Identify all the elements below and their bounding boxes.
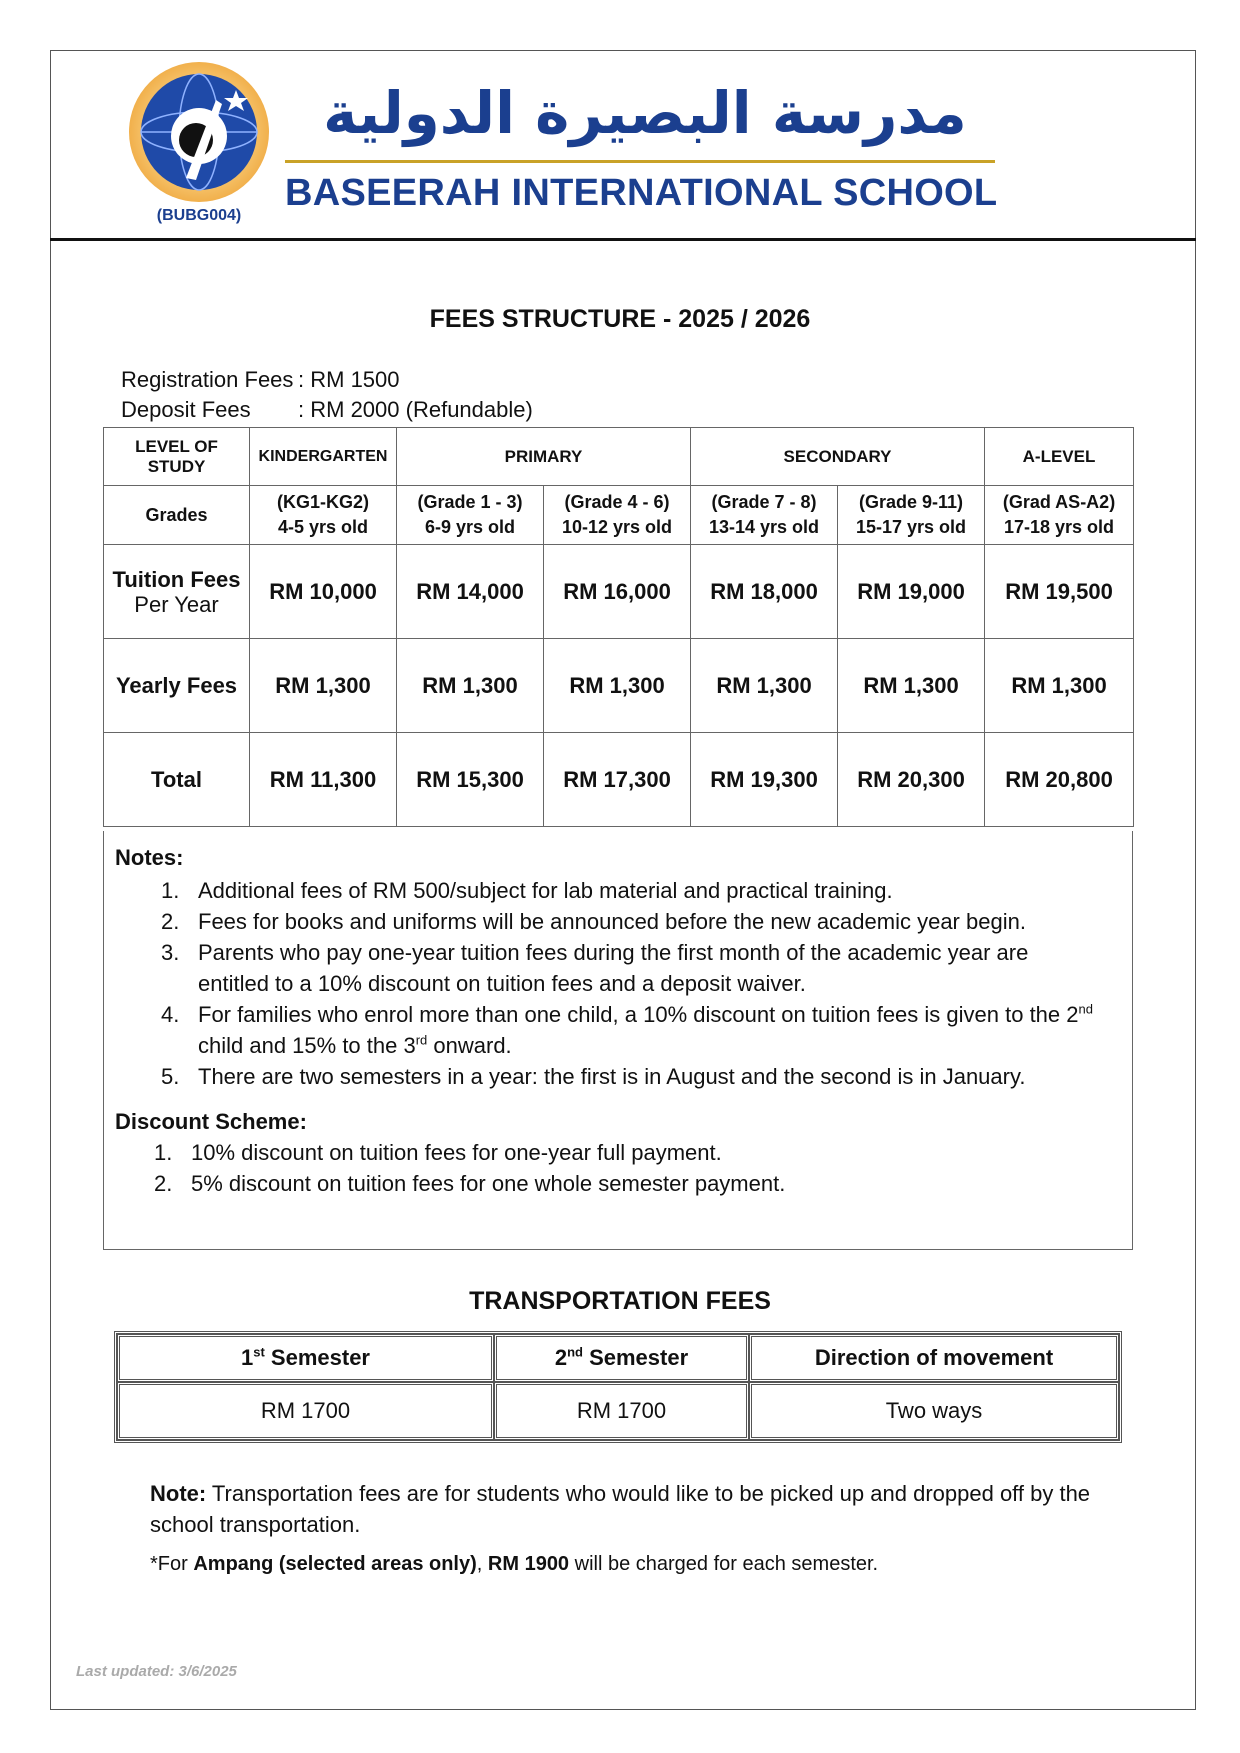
direction-value: Two ways: [749, 1382, 1119, 1440]
tuition-value: RM 19,500: [985, 545, 1134, 639]
grade-cell: [397, 486, 544, 545]
grade-range: (Grade 7 - 8): [711, 492, 817, 512]
grade-cell: [985, 486, 1134, 545]
grade-cell: [691, 486, 838, 545]
ordinal-suffix: st: [253, 1344, 265, 1360]
transport-header-row: [117, 1334, 1119, 1382]
grade-range: (Grad AS-A2): [1002, 492, 1116, 512]
note-item: [115, 875, 1115, 906]
discount-item: [115, 1168, 1115, 1199]
note-item: [115, 906, 1115, 937]
discount-item: [115, 1137, 1115, 1168]
footnote-amount: RM 1900: [487, 1553, 570, 1575]
grade-cell: [838, 486, 985, 545]
grades-row: [104, 486, 1134, 545]
note-text-a: For families who enrol more than one child, a 10% discount on tuition fees is given to the 2: [198, 1002, 1079, 1027]
grades-label: Grades: [104, 486, 250, 545]
grade-age: 13-14 yrs old: [708, 517, 820, 537]
transport-note-label: Note:: [150, 1481, 207, 1506]
discount-text: 10% discount on tuition fees for one-year full payment.: [191, 1140, 722, 1165]
grade-range: (Grade 9-11): [858, 492, 964, 512]
transport-value-row: [117, 1382, 1119, 1440]
semester-2-word: Semester: [582, 1345, 689, 1370]
grade-age: 6-9 yrs old: [424, 517, 516, 537]
total-value: RM 11,300: [250, 733, 397, 827]
semester-1-header: [117, 1334, 494, 1382]
yearly-fees-label: Yearly Fees: [104, 639, 250, 733]
direction-header: Direction of movement: [749, 1334, 1119, 1382]
discount-list: [115, 1137, 1115, 1199]
ordinal-suffix: nd: [567, 1344, 583, 1360]
grade-age: 17-18 yrs old: [1003, 517, 1115, 537]
registration-fees-label: Registration Fees: [121, 367, 294, 392]
note-text-c: onward.: [427, 1033, 512, 1058]
grade-cell: [250, 486, 397, 545]
total-value: RM 19,300: [691, 733, 838, 827]
level-a-level: A-LEVEL: [985, 428, 1134, 486]
transportation-title: TRANSPORTATION FEES: [469, 1287, 771, 1315]
note-number: 4.: [161, 1002, 180, 1027]
level-secondary: SECONDARY: [691, 428, 985, 486]
total-row: [104, 733, 1134, 827]
school-name: BASEERAH INTERNATIONAL SCHOOL: [285, 172, 998, 214]
deposit-fees-colon: :: [298, 397, 305, 422]
registration-fees-value: RM 1500: [310, 367, 400, 392]
semester-1-fee: RM 1700: [117, 1382, 494, 1440]
note-number: 2.: [161, 909, 180, 934]
discount-number: 2.: [154, 1171, 173, 1196]
note-text: There are two semesters in a year: the first is in August and the second is in January.: [198, 1064, 1026, 1089]
arabic-school-name: مدرسة البصيرة الدولية: [323, 79, 967, 147]
document-title: FEES STRUCTURE - 2025 / 2026: [429, 305, 811, 333]
note-text: Additional fees of RM 500/subject for lab material and practical training.: [198, 878, 893, 903]
grade-cell: [544, 486, 691, 545]
discount-heading: Discount Scheme:: [115, 1109, 307, 1134]
deposit-fees-value: RM 2000 (Refundable): [310, 397, 533, 422]
semester-1-number: 1: [241, 1345, 254, 1370]
grade-age: 15-17 yrs old: [855, 517, 967, 537]
note-text: Parents who pay one-year tuition fees during the first month of the academic year are entitled to a 10% discount on tuition fees and a deposit waiver.: [198, 940, 1029, 996]
gold-divider: [285, 160, 995, 163]
semester-2-number: 2: [554, 1345, 568, 1370]
semester-1-word: Semester: [264, 1345, 370, 1370]
grade-age: 10-12 yrs old: [561, 517, 673, 537]
footnote-rest: will be charged for each semester.: [569, 1553, 879, 1575]
grade-range: (KG1-KG2): [276, 492, 369, 512]
note-item: [115, 937, 1115, 999]
total-value: RM 15,300: [397, 733, 544, 827]
semester-2-fee: RM 1700: [494, 1382, 749, 1440]
tuition-row: [104, 545, 1134, 639]
total-value: RM 17,300: [544, 733, 691, 827]
semester-2-header: [494, 1334, 749, 1382]
yearly-fees-row: [104, 639, 1134, 733]
note-number: 5.: [161, 1064, 180, 1089]
deposit-fees-label: Deposit Fees: [121, 397, 251, 422]
registration-fees-line: [121, 367, 400, 393]
yearly-fee-value: RM 1,300: [397, 639, 544, 733]
ordinal-suffix: nd: [1078, 1001, 1093, 1017]
deposit-fees-line: [121, 397, 533, 423]
yearly-fee-value: RM 1,300: [838, 639, 985, 733]
ordinal-suffix: rd: [415, 1032, 428, 1048]
level-primary: PRIMARY: [397, 428, 691, 486]
tuition-value: RM 16,000: [544, 545, 691, 639]
fee-structure-table: [103, 427, 1134, 827]
total-value: RM 20,300: [838, 733, 985, 827]
tuition-label: Tuition Fees: [112, 566, 241, 592]
registration-fees-colon: :: [298, 367, 305, 392]
school-code: (BUBG004): [156, 207, 242, 224]
footnote-prefix: *For: [150, 1553, 194, 1575]
tuition-value: RM 14,000: [397, 545, 544, 639]
note-number: 3.: [161, 940, 180, 965]
transport-note-text: Transportation fees are for students who would like to be picked up and dropped off by the school transportation.: [150, 1481, 1091, 1537]
tuition-label-cell: [104, 545, 250, 639]
note-text-b: child and 15% to the 3: [198, 1033, 416, 1058]
discount-number: 1.: [154, 1140, 173, 1165]
level-kindergarten: KINDERGARTEN: [250, 428, 397, 486]
tuition-value: RM 19,000: [838, 545, 985, 639]
notes-box: [103, 831, 1133, 1250]
header-divider: [50, 238, 1196, 241]
total-value: RM 20,800: [985, 733, 1134, 827]
transport-note: [150, 1478, 1110, 1540]
grade-range: (Grade 1 - 3): [417, 492, 523, 512]
transport-footnote: [150, 1553, 878, 1576]
transportation-table: [114, 1331, 1122, 1443]
yearly-fee-value: RM 1,300: [691, 639, 838, 733]
footnote-comma: ,: [476, 1553, 488, 1575]
note-item: [115, 999, 1115, 1061]
note-item: [115, 1061, 1115, 1092]
discount-text: 5% discount on tuition fees for one whole semester payment.: [191, 1171, 786, 1196]
note-text: Fees for books and uniforms will be announced before the new academic year begin.: [198, 909, 1026, 934]
grade-age: 4-5 yrs old: [277, 517, 369, 537]
note-number: 1.: [161, 878, 180, 903]
total-label: Total: [104, 733, 250, 827]
grade-range: (Grade 4 - 6): [564, 492, 670, 512]
school-logo: [124, 60, 274, 210]
last-updated: Last updated: 3/6/2025: [76, 1663, 237, 1680]
tuition-value: RM 10,000: [250, 545, 397, 639]
notes-list: [115, 875, 1115, 1092]
notes-heading: Notes:: [115, 845, 184, 870]
footnote-area: Ampang (selected areas only): [193, 1553, 477, 1575]
tuition-sub-label: Per Year: [134, 591, 219, 617]
level-of-study-label: LEVEL OF STUDY: [104, 428, 250, 486]
yearly-fee-value: RM 1,300: [544, 639, 691, 733]
tuition-value: RM 18,000: [691, 545, 838, 639]
level-row: [104, 428, 1134, 486]
yearly-fee-value: RM 1,300: [985, 639, 1134, 733]
yearly-fee-value: RM 1,300: [250, 639, 397, 733]
